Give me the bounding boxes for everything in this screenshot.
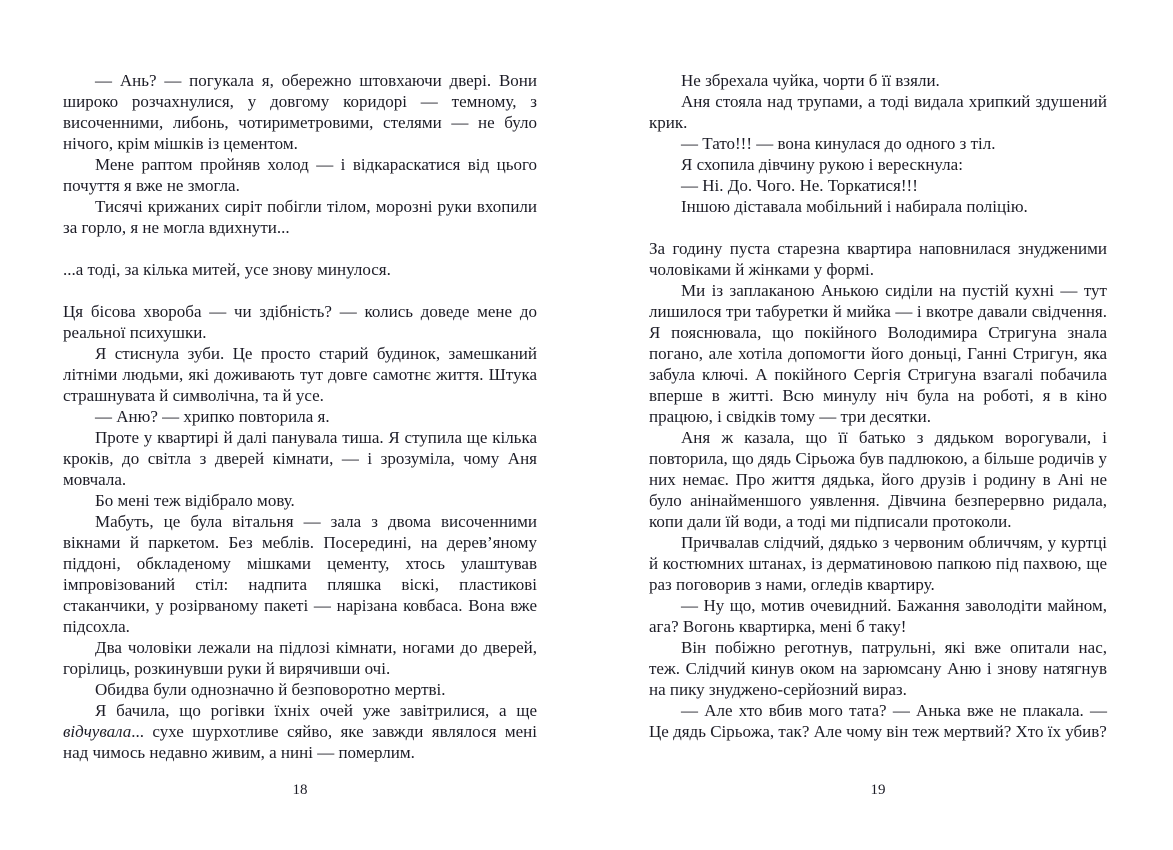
paragraph-section-break: Ця бісова хвороба — чи здібність? — колись доведе мене до реальної психушки. [63, 302, 537, 342]
paragraph: Два чоловіки лежали на підлозі кімнати, ногами до дверей, горілиць, розкинувши руки й вирячивши очі. [63, 638, 537, 678]
page-number-right: 19 [870, 782, 886, 798]
paragraph: — Тато!!! — вона кинулася до одного з тіл. [681, 134, 996, 153]
paragraph: Причвалав слідчий, дядько з червоним обличчям, у куртці й костюмних штанах, із дерматиновою папкою під пахвою, ще раз поговорив з нами, огледів квартиру. [649, 533, 1107, 594]
paragraph: Ми із заплаканою Анькою сиділи на пустій кухні — тут лишилося три табуретки й мийка — і вкотре давали свідчення. Я пояснювала, що покійного Володимира Стригуна знала погано, але хотіла допомогти його доньці, Ганні Стригун, яка забула ключі. А покійного Сергія Стригуна взагалі побачила вперше в житті. Всю минулу ніч була на роботі, я в кіно працюю, і свідків тому — три десятки. [649, 281, 1107, 426]
page-right [649, 70, 1107, 742]
page-number-left: 18 [292, 782, 308, 798]
paragraph: Аня ж казала, що її батько з дядьком ворогували, і повторила, що дядь Сірьожа був падлюкою, а більше родичів у них немає. Про життя дядька, його друзів і родину в Ані не було анінайменшого уявлення. Дівчина безперервно ридала, копи дали їй води, а тоді ми підписали протоколи. [649, 428, 1107, 531]
paragraph: Обидва були однозначно й безповоротно мертві. [95, 680, 446, 699]
paragraph-text: Я бачила, що рогівки їхніх очей уже завітрилися, а ще [95, 701, 537, 720]
paragraph: Тисячі крижаних сиріт побігли тілом, морозні руки вхопили за горло, я не могла вдихнути... [63, 197, 537, 237]
paragraph: Він побіжно реготнув, патрульні, які вже опитали нас, теж. Слідчий кинув оком на зарюмсану Аню і знову натягнув на пику знуджено-серйозний вираз. [649, 638, 1107, 699]
paragraph: Я схопила дівчину рукою і верескнула: [681, 155, 963, 174]
paragraph: Не збрехала чуйка, чорти б її взяли. [681, 71, 940, 90]
paragraph-text: ... сухе шурхотливе сяйво, яке завжди являлося мені над чимось недавно живим, а нині — померлим. [63, 722, 537, 762]
italic-word: відчувала [63, 722, 132, 741]
paragraph: Іншою діставала мобільний і набирала поліцію. [681, 197, 1028, 216]
paragraph: Бо мені теж відібрало мову. [95, 491, 295, 510]
paragraph: — Аню? — хрипко повторила я. [95, 407, 330, 426]
paragraph [63, 700, 537, 763]
paragraph: Аня стояла над трупами, а тоді видала хрипкий здушений крик. [649, 92, 1107, 132]
paragraph: — Ань? — погукала я, обережно штовхаючи двері. Вони широко розчахнулися, у довгому коридорі — темному, з височенними, либонь, чотириметровими, стелями — не було нічого, крім мішків із цементом. [63, 71, 537, 153]
paragraph: — Ну що, мотив очевидний. Бажання заволодіти майном, ага? Вогонь квартирка, мені б таку! [649, 596, 1107, 636]
paragraph: Мабуть, це була вітальня — зала з двома височенними вікнами й паркетом. Без меблів. Посередині, на дерев’яному піддоні, обкладеному мішками цементу, хтось улаштував імпровізований стіл: надпита пляшка віскі, пластикові стаканчики, у розірваному пакеті — нарізана ковбаса. Вона вже підсохла. [63, 512, 537, 636]
paragraph: — Але хто вбив мого тата? — Анька вже не плакала. — Це дядь Сірьожа, так? Але чому він теж мертвий? Хто їх убив? [649, 701, 1107, 741]
paragraph: Мене раптом пройняв холод — і відкараскатися від цього почуття я вже не змогла. [63, 155, 537, 195]
paragraph: Я стиснула зуби. Це просто старий будинок, замешканий літніми людьми, які доживають тут довге самотнє життя. Штука страшнувата й символічна, та й усе. [63, 344, 537, 405]
paragraph: Проте у квартирі й далі панувала тиша. Я ступила ще кілька кроків, до світла з дверей кімнати, — і зрозуміла, чому Аня мовчала. [63, 428, 537, 489]
page-left [63, 70, 537, 763]
paragraph: — Ні. До. Чого. Не. Торкатися!!! [681, 176, 918, 195]
paragraph-section-break: ...а тоді, за кілька митей, усе знову минулося. [63, 260, 391, 279]
paragraph-section-break: За годину пуста старезна квартира наповнилася знудженими чоловіками й жінками у формі. [649, 239, 1107, 279]
